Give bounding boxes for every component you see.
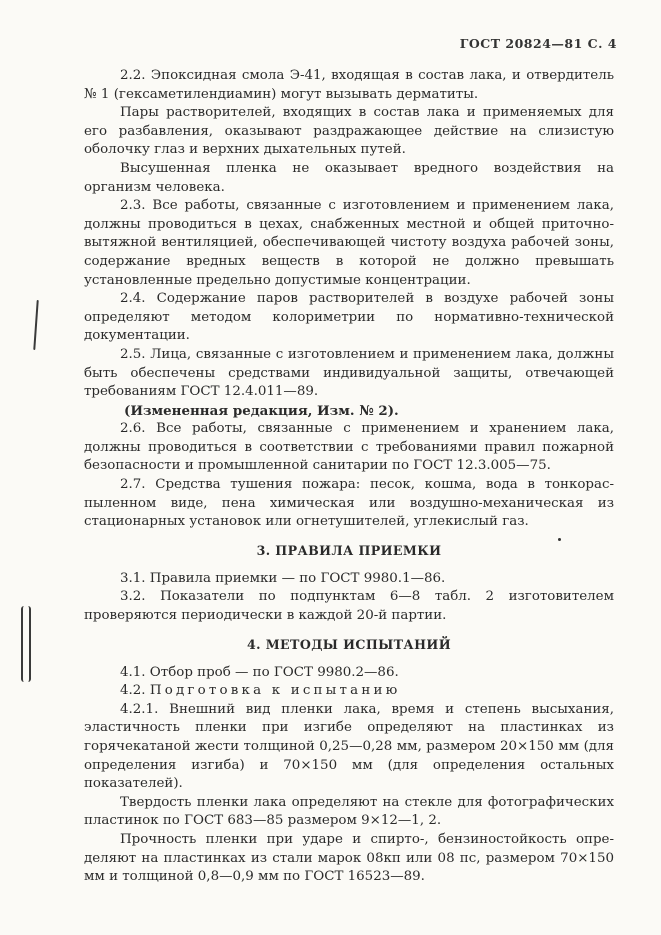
- amendment-note: (Измененная редакция, Изм. № 2).: [124, 402, 399, 419]
- running-header: ГОСТ 20824—81 С. 4: [459, 36, 617, 51]
- paragraph-4-2-title: Подготовка к испытанию: [149, 683, 401, 699]
- document-body: [84, 67, 614, 887]
- paragraph-dried-film: Высушенная пленка не оказывает вредного воздействия на организм человека.: [84, 160, 614, 195]
- paragraph-2-4: 2.4. Содержание паров растворителей в воздухе рабочей зоны определяют методом колориметрии по нормативно-технической документации.: [84, 291, 614, 344]
- paragraph-4-2-1: 4.2.1. Внешний вид пленки лака, время и степень высыхания, эластичность пленки при изгибе определяют на пластинках из горячекатаной жести толщиной 0,25—0,28 мм, размером 20×150 мм (для определения изгиба) и 70×150 мм (для определения остальных показателей).: [84, 701, 614, 792]
- margin-change-mark: [33, 300, 38, 350]
- paragraph-2-7: 2.7. Средства тушения пожара: песок, кошма, вода в тонкораспыленном виде, пена химическая или воздушно-механическая из стационарных установок или огнетушителей, углекислый газ.: [84, 477, 614, 530]
- paragraph-3-2: 3.2. Показатели по подпунктам 6—8 табл. 2 изготовителем проверяются периодически в каждой 20-й партии.: [84, 589, 614, 624]
- paragraph-3-1: 3.1. Правила приемки — по ГОСТ 9980.1—86.: [120, 570, 446, 586]
- section-title-test-methods: 4. МЕТОДЫ ИСПЫТАНИЙ: [246, 636, 451, 652]
- margin-change-mark: [21, 606, 31, 682]
- paragraph-4-1: 4.1. Отбор проб — по ГОСТ 9980.2—86.: [120, 664, 399, 680]
- paragraph-2-3: 2.3. Все работы, связанные с изготовлением и применением лака, должны проводиться в цехах, снабженных местной и общей приточно-вытяжной вентиляцией, обеспечивающей чистоту воздуха рабочей зоны, содержание вредных веществ в которой не должно превышать установленные предельно допустимые концентрации.: [84, 198, 614, 288]
- paragraph-solvents: Пары растворителей, входящих в состав лака и применяемых для его разбавления, оказывают раздражающее действие на слизистую оболочку глаз и верхних дыхательных путей.: [84, 105, 614, 158]
- paragraph-impact: Прочность пленки при ударе и спирто-, бензиностойкость определяют на пластинках из стали марок 08кп или 08 пс, размером 70×150 мм и толщиной 0,8—0,9 мм по ГОСТ 16523—89.: [84, 831, 614, 885]
- paragraph-2-5: 2.5. Лица, связанные с изготовлением и применением лака, должны быть обеспечены средствами индивидуальной защиты, отвечающей требованиям ГОСТ 12.4.011—89.: [84, 346, 614, 400]
- paragraph-4-2-number: 4.2.: [120, 683, 146, 699]
- section-title-acceptance: 3. ПРАВИЛА ПРИЕМКИ: [256, 542, 442, 558]
- paragraph-hardness: Твердость пленки лака определяют на стекле для фотографических пластинок по ГОСТ 683—85 размером 9×12—1, 2.: [84, 794, 614, 829]
- paragraph-2-6: 2.6. Все работы, связанные с применением и хранением лака, должны проводиться в соответствии с требованиями правил пожарной безопасности и промышленной санитарии по ГОСТ 12.3.005—75.: [84, 421, 614, 474]
- paragraph-2-2: 2.2. Эпоксидная смола Э-41, входящая в состав лака, и отвердитель № 1 (гексаметилендиамин) могут вызывать дерматиты.: [84, 68, 614, 102]
- paragraph-4-2: [84, 682, 614, 701]
